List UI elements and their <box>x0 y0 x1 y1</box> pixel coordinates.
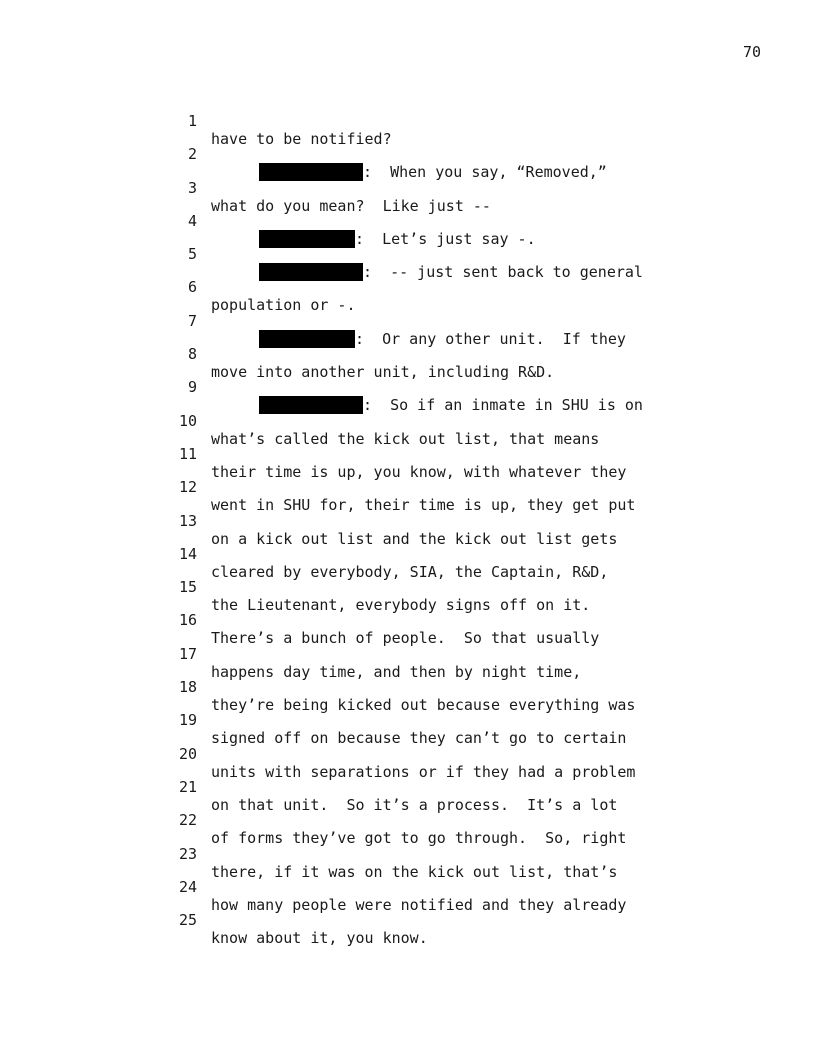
line-number: 21 <box>178 777 197 796</box>
line-number: 12 <box>178 478 197 497</box>
line-text: on a kick out list and the kick out list gets <box>211 529 618 548</box>
line-number: 23 <box>178 844 197 863</box>
line-text: their time is up, you know, with whatever they <box>211 462 627 481</box>
transcript-line <box>170 793 690 848</box>
line-number: 16 <box>178 611 197 630</box>
line-number: 25 <box>178 911 197 930</box>
transcript-line <box>170 893 690 948</box>
line-number: 10 <box>178 411 197 430</box>
line-text: the Lieutenant, everybody signs off on it. <box>211 596 591 615</box>
line-number: 6 <box>187 278 197 297</box>
transcript-line <box>170 860 690 914</box>
line-text: : -- just sent back to general <box>363 263 643 282</box>
line-text: There’s a bunch of people. So that usually <box>211 629 600 648</box>
line-text: know about it, you know. <box>211 929 428 948</box>
line-number: 13 <box>178 511 197 530</box>
transcript-line <box>170 727 690 781</box>
line-number: 19 <box>178 711 197 730</box>
line-text: what do you mean? Like just -- <box>211 196 491 215</box>
transcript-line <box>170 593 690 648</box>
line-number: 2 <box>187 145 197 164</box>
transcript-line <box>170 327 690 382</box>
line-number: 17 <box>178 644 197 663</box>
line-text: : When you say, “Removed,” <box>363 163 607 182</box>
transcript-line <box>170 527 690 581</box>
transcript-line <box>170 394 690 448</box>
line-text: : Let’s just say -. <box>355 229 536 248</box>
line-number: 15 <box>178 578 197 597</box>
line-text: what’s called the kick out list, that means <box>211 429 600 448</box>
line-text: went in SHU for, their time is up, they get put <box>211 496 636 515</box>
transcript-line <box>170 194 690 248</box>
transcript-line <box>170 460 690 515</box>
line-number: 20 <box>178 744 197 763</box>
line-number: 7 <box>187 311 197 330</box>
transcript-line <box>170 260 690 315</box>
line-number: 5 <box>187 245 197 264</box>
transcript-line <box>170 94 690 148</box>
line-number: 8 <box>187 345 197 364</box>
line-text: signed off on because they can’t go to certain <box>211 729 627 748</box>
transcript-line <box>170 827 690 881</box>
transcript-line <box>170 294 690 348</box>
line-number: 24 <box>178 877 197 896</box>
transcript-line <box>170 693 690 748</box>
line-text: move into another unit, including R&D. <box>211 363 555 382</box>
transcript-line <box>170 127 690 182</box>
transcript-line <box>170 161 690 215</box>
transcript-line <box>170 360 690 415</box>
transcript-line <box>170 494 690 548</box>
line-text: cleared by everybody, SIA, the Captain, R&D, <box>211 562 609 581</box>
line-number: 18 <box>178 678 197 697</box>
line-text: : So if an inmate in SHU is on <box>363 396 643 415</box>
line-text: : Or any other unit. If they <box>355 329 626 348</box>
line-text: population or -. <box>211 296 356 315</box>
page-number: 70 <box>742 43 761 61</box>
line-text: have to be notified? <box>211 130 392 148</box>
transcript-body <box>170 94 690 948</box>
line-text: happens day time, and then by night time, <box>211 662 582 681</box>
line-number: 9 <box>187 378 197 397</box>
line-number: 1 <box>187 112 197 130</box>
line-text: they’re being kicked out because everything was <box>211 696 636 715</box>
line-number: 3 <box>187 178 197 197</box>
line-number: 14 <box>178 544 197 563</box>
line-text: units with separations or if they had a problem <box>211 762 636 781</box>
line-text: of forms they’ve got to go through. So, right <box>211 829 627 848</box>
line-text: on that unit. So it’s a process. It’s a lot <box>211 795 618 814</box>
transcript-line <box>170 227 690 282</box>
line-text: there, if it was on the kick out list, that’s <box>211 862 618 881</box>
transcript-line <box>170 427 690 481</box>
transcript-line <box>170 760 690 814</box>
transcript-line <box>170 660 690 715</box>
line-text: how many people were notified and they already <box>211 895 627 914</box>
transcript-line <box>170 627 690 681</box>
line-number: 22 <box>178 811 197 830</box>
line-number: 4 <box>187 211 197 230</box>
line-number: 11 <box>178 444 197 463</box>
transcript-line <box>170 560 690 615</box>
